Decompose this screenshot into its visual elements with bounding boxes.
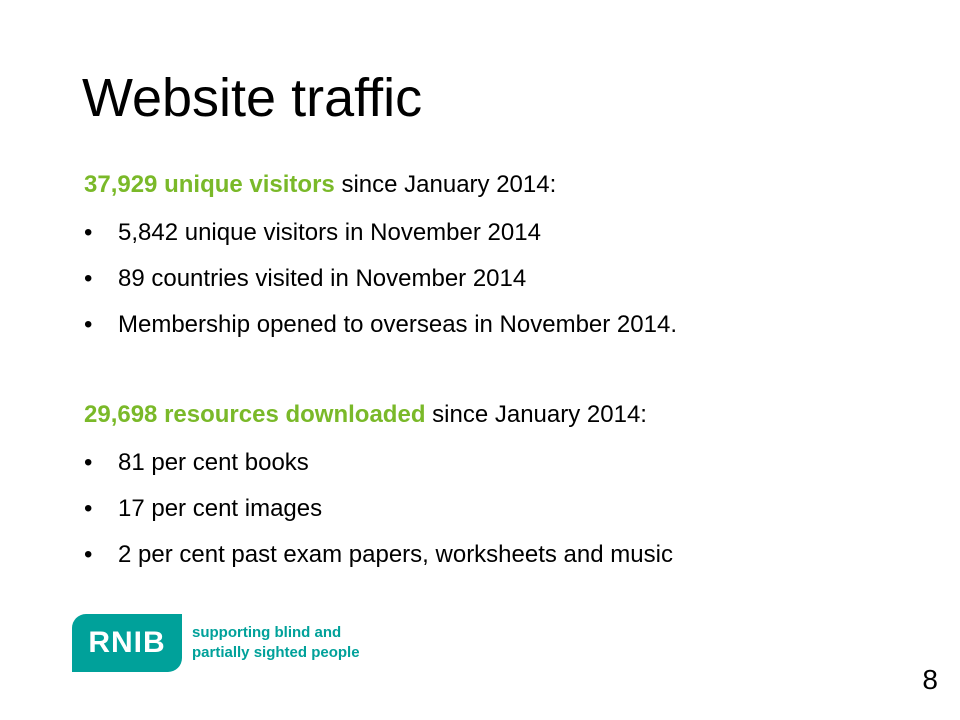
rnib-logo-tagline — [192, 623, 392, 663]
bullet-icon: • — [84, 541, 93, 568]
bullet-text: 89 countries visited in November 2014 — [118, 265, 527, 292]
section-visitors-lead — [84, 160, 924, 210]
bullet-text: 2 per cent past exam papers, worksheets and music — [118, 541, 673, 568]
page-number: 8 — [922, 664, 938, 695]
slide-title: Website traffic — [82, 68, 423, 128]
list-item — [84, 486, 924, 532]
downloads-bullet-list — [84, 440, 924, 578]
section-spacer — [84, 348, 924, 390]
visitors-bullet-list — [84, 210, 924, 348]
list-item — [84, 440, 924, 486]
list-item — [84, 302, 924, 348]
bullet-icon: • — [84, 311, 93, 338]
visitors-lead-text: since January 2014: — [334, 171, 557, 198]
bullet-text: 81 per cent books — [118, 449, 309, 476]
bullet-text: 17 per cent images — [118, 495, 323, 522]
rnib-logo-badge: RNIB — [72, 614, 182, 672]
tagline-line-2: partially sighted people — [192, 644, 360, 661]
downloads-highlight: 29,698 resources downloaded — [84, 401, 426, 428]
tagline-line-1: supporting blind and — [192, 624, 342, 641]
slide-content — [84, 160, 924, 578]
list-item — [84, 210, 924, 256]
visitors-highlight: 37,929 unique visitors — [84, 171, 335, 198]
bullet-icon: • — [84, 495, 93, 522]
rnib-logo — [72, 614, 392, 672]
list-item — [84, 256, 924, 302]
list-item — [84, 532, 924, 578]
bullet-text: 5,842 unique visitors in November 2014 — [118, 219, 541, 246]
bullet-icon: • — [84, 449, 93, 476]
bullet-icon: • — [84, 219, 93, 246]
bullet-icon: • — [84, 265, 93, 292]
section-downloads-lead — [84, 390, 924, 440]
downloads-lead-text: since January 2014: — [425, 401, 647, 428]
bullet-text: Membership opened to overseas in November 2014. — [118, 311, 677, 338]
